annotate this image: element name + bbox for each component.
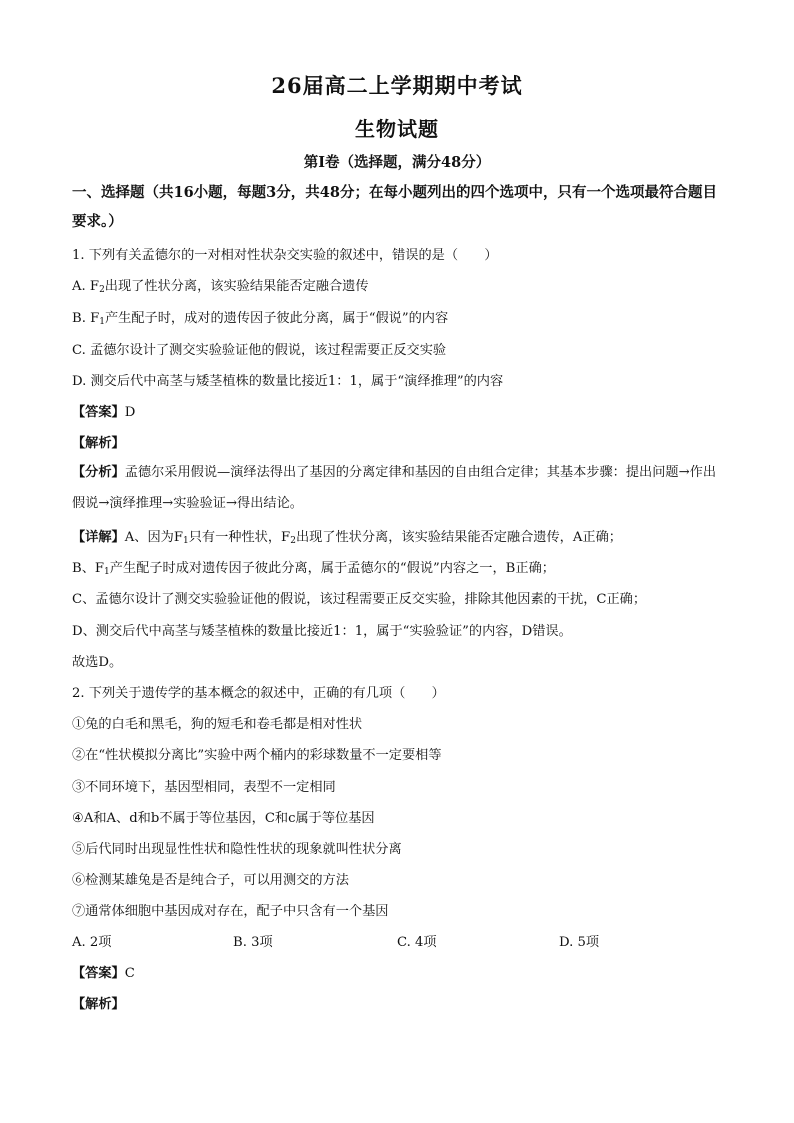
q1-answer — [72, 401, 135, 420]
q2-option-c: C. 4项 — [397, 935, 437, 950]
q2-stem: 2. 下列关于遗传学的基本概念的叙述中，正确的有几项（ ） — [72, 686, 445, 701]
q1-detail-d: D、测交后代中高茎与矮茎植株的数量比接近1：1，属于“实验验证”的内容，D错误。 — [72, 624, 572, 639]
q2-item-3: ③不同环境下，基因型相同，表型不一定相同 — [72, 780, 336, 795]
q1-conclusion: 故选D。 — [72, 655, 123, 670]
q1-stem: 1. 下列有关孟德尔的一对相对性状杂交实验的叙述中，错误的是（ ） — [72, 248, 498, 263]
section-heading: 一、选择题（共16小题，每题3分，共48分；在每小题列出的四个选项中，只有一个选项最符合题目要求。） — [72, 184, 717, 230]
q1-detail-b: B、$F_1$产生配子时成对遗传因子彼此分离，属于孟德尔的“假说”内容之一，B正确； — [72, 561, 555, 577]
q1-option-b: B. $F_1$产生配子时，成对的遗传因子彼此分离，属于“假说”的内容 — [72, 311, 449, 327]
q2-item-2: ②在“性状模拟分离比”实验中两个桶内的彩球数量不一定要相等 — [72, 748, 442, 763]
q2-item-1: ①兔的白毛和黑毛，狗的短毛和卷毛都是相对性状 — [72, 717, 363, 732]
q1-option-c: C. 孟德尔设计了测交实验验证他的假说，该过程需要正反交实验 — [72, 343, 447, 358]
q2-item-4: ④A和A、d和b不属于等位基因，C和c属于等位基因 — [72, 811, 375, 826]
q1-detail-a: 【详解】A、因为$F_1$只有一种性状，$F_2$出现了性状分离，该实验结果能否定融合遗传，A正确； — [72, 530, 622, 546]
q2-analysis-tag: 【解析】 — [72, 997, 125, 1012]
answer-value: D — [124, 405, 136, 420]
q2-item-7: ⑦通常体细胞中基因成对存在，配子中只含有一个基因 — [72, 904, 389, 919]
answer-tag: 【答案】 — [72, 405, 125, 420]
q2-item-5: ⑤后代同时出现显性性状和隐性性状的现象就叫性状分离 — [72, 842, 402, 857]
q2-answer — [72, 962, 135, 981]
q1-option-a: A. $F_2$出现了性状分离，该实验结果能否定融合遗传 — [72, 279, 369, 295]
q2-item-6: ⑥检测某雄兔是否是纯合子，可以用测交的方法 — [72, 873, 349, 888]
volume-title: 第Ⅰ卷（选择题，满分48分） — [303, 154, 491, 171]
answer-tag: 【答案】 — [72, 966, 125, 981]
answer-value: C — [124, 966, 135, 981]
q1-option-d: D. 测交后代中高茎与矮茎植株的数量比接近1：1，属于“演绎推理”的内容 — [72, 374, 504, 389]
q1-fenxi: 【分析】孟德尔采用假说—演绎法得出了基因的分离定律和基因的自由组合定律；其基本步骤：提出问题→作出假说→演绎推理→实验验证→得出结论。 — [72, 465, 717, 511]
subject-title: 生物试题 — [355, 117, 439, 141]
q1-detail-c: C、孟德尔设计了测交实验验证他的假说，该过程需要正反交实验，排除其他因素的干扰，C正确； — [72, 592, 647, 607]
q1-analysis-tag: 【解析】 — [72, 436, 125, 451]
q2-option-d: D. 5项 — [559, 935, 600, 950]
q2-option-a: A. 2项 — [72, 935, 112, 950]
exam-title: 26届高二上学期期中考试 — [271, 73, 523, 98]
q2-option-b: B. 3项 — [233, 935, 273, 950]
